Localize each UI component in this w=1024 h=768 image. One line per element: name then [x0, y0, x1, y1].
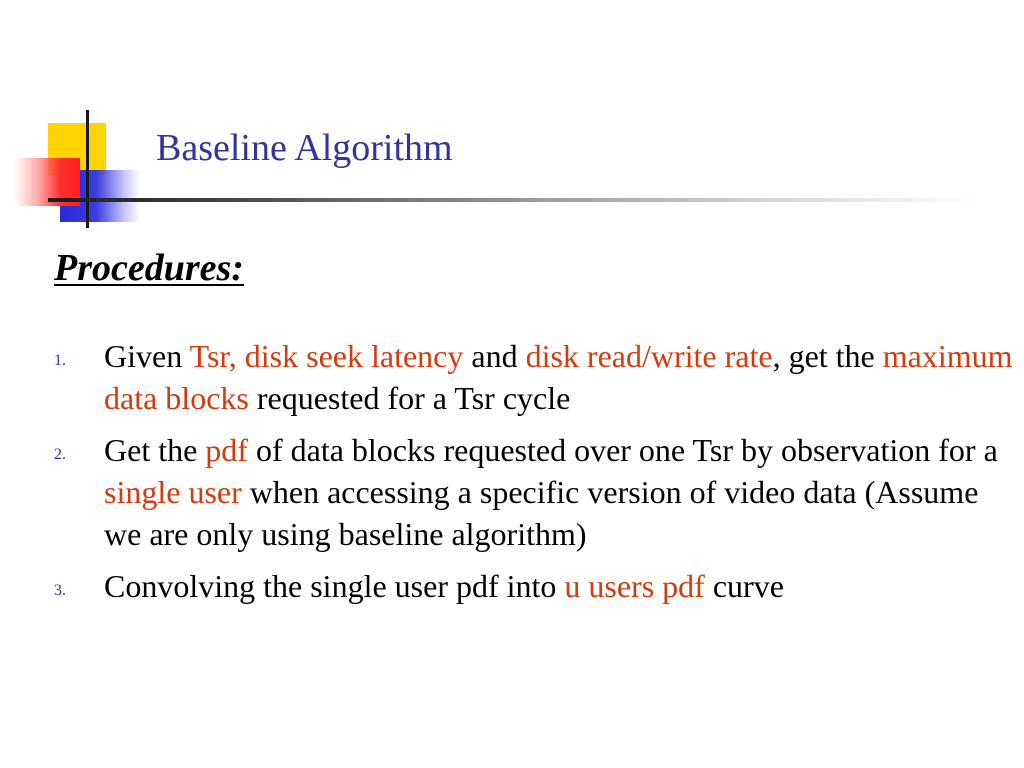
- logo-vertical-line: [86, 110, 89, 228]
- step-highlight-term: Tsr, disk seek latency: [189, 338, 464, 374]
- step-text: [104, 429, 1014, 555]
- step-text-part: when accessing a specific version of video data (Assume we are only using baseline algorithm): [104, 474, 979, 552]
- step-number: 1.: [54, 352, 66, 369]
- step-text-part: , get the: [772, 338, 883, 374]
- step-text-part: and: [463, 338, 526, 374]
- step-text-part: Convolving the single user pdf into: [104, 568, 565, 604]
- procedure-list: [54, 335, 1014, 617]
- step-text: [104, 335, 1014, 419]
- step-highlight-term: u users pdf: [564, 568, 705, 604]
- procedure-step: [54, 335, 1014, 419]
- step-text-part: Get the: [104, 432, 206, 468]
- step-text-part: of data blocks requested over one Tsr by observation for a: [247, 432, 998, 468]
- section-heading: Procedures:: [54, 247, 244, 289]
- step-number: 2.: [54, 446, 66, 463]
- step-highlight-term: disk read/write rate: [525, 338, 773, 374]
- step-number: 3.: [54, 582, 66, 599]
- procedure-step: [54, 429, 1014, 555]
- step-highlight-term: single user: [104, 474, 242, 510]
- slide-title: Baseline Algorithm: [156, 127, 453, 169]
- step-text: [104, 565, 1014, 607]
- step-highlight-term: maximum data blocks: [104, 338, 1013, 416]
- procedure-step: [54, 565, 1014, 607]
- step-text-part: Given: [104, 338, 190, 374]
- step-text-part: curve: [704, 568, 784, 604]
- step-text-part: requested for a Tsr cycle: [248, 380, 571, 416]
- step-highlight-term: pdf: [205, 432, 248, 468]
- title-divider-line: [48, 198, 978, 202]
- slide-logo-decoration: [0, 0, 160, 240]
